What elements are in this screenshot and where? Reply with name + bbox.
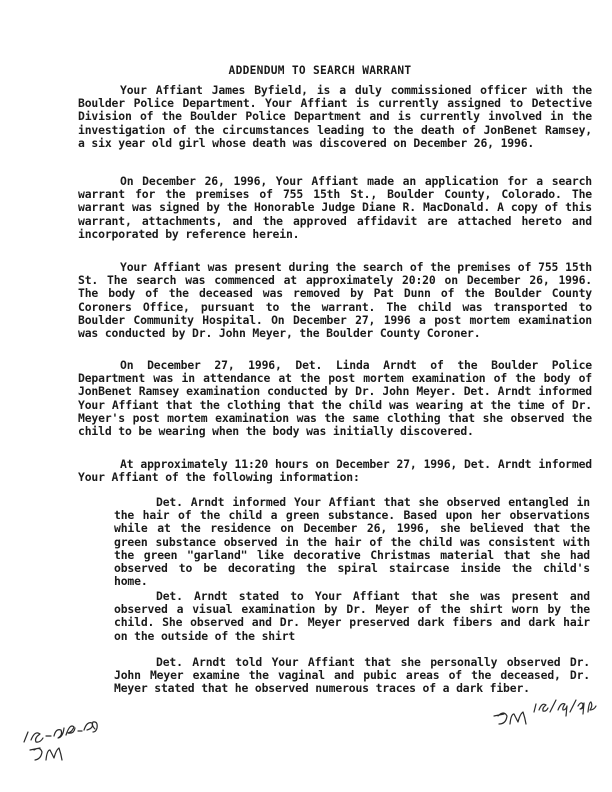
handwritten-initials-date-right	[490, 692, 602, 732]
quoted-paragraph-green-substance: Det. Arndt informed Your Affiant that she observed entangled in the hair of the child a green substance. Based upon her observations while at the residence on December 26, 1996, she believed that the green substance observed in the hair of the child was consistent with the green "garland" like decorative Christmas material that she had observed to be decorating the spiral staircase inside the child's home.	[114, 495, 590, 589]
paragraph-affiant-intro: Your Affiant James Byfield, is a duly commissioned officer with the Boulder Police Department. Your Affiant is currently assigned to Detective Division of the Boulder Police Department and is currently involved in the investigation of the circumstances leading to the death of JonBenet Ramsey, a six year old girl whose death was discovered on December 26, 1996.	[78, 83, 592, 150]
paragraph-search-premises: Your Affiant was present during the search of the premises of 755 15th St. The search was commenced at approximately 20:20 on December 26, 1996. The body of the deceased was removed by Pat Dunn of the Boulder County Coroners Office, pursuant to the warrant. The child was transported to Boulder Community Hospital. On December 27, 1996 a post mortem examination was conducted by Dr. John Meyer, the Boulder County Coroner.	[78, 260, 592, 341]
paragraph-post-mortem-attendance: On December 27, 1996, Det. Linda Arndt of the Boulder Police Department was in attendance at the post mortem examination of the body of JonBenet Ramsey examination conducted by Dr. John Meyer. Det. Arndt informed Your Affiant that the clothing that the child was wearing at the time of Dr. Meyer's post mortem examination was the same clothing that she observed the child to be wearing when the body was initially discovered.	[78, 358, 592, 439]
quoted-paragraph-shirt-examination: Det. Arndt stated to Your Affiant that she was present and observed a visual examination by Dr. Meyer of the shirt worn by the child. She observed and Dr. Meyer preserved dark fibers and dark hair on the outside of the shirt	[114, 589, 590, 643]
paragraph-following-information: At approximately 11:20 hours on December 27, 1996, Det. Arndt informed Your Affiant of the following information:	[78, 457, 592, 485]
document-title: ADDENDUM TO SEARCH WARRANT	[228, 64, 412, 77]
quoted-paragraph-fiber-traces: Det. Arndt told Your Affiant that she personally observed Dr. John Meyer examine the vaginal and pubic areas of the deceased, Dr. Meyer stated that he observed numerous traces of a dark fiber.	[114, 655, 590, 696]
paragraph-warrant-application: On December 26, 1996, Your Affiant made an application for a search warrant for the premises of 755 15th St., Boulder County, Colorado. The warrant was signed by the Honorable Judge Diane R. MacDonald. A copy of this warrant, attachments, and the approved affidavit are attached hereto and incorporated by reference herein.	[78, 174, 592, 241]
handwritten-date-initials-left	[18, 702, 110, 764]
